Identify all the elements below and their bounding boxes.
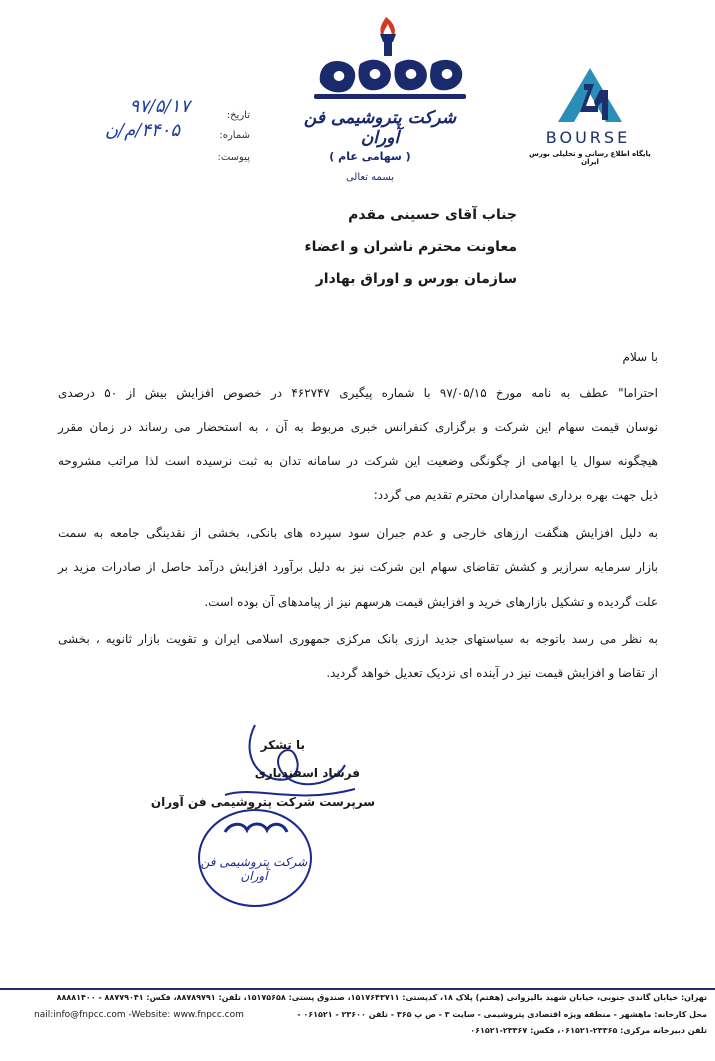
company-logo — [300, 12, 480, 112]
greeting: با سلام — [622, 350, 658, 364]
bourse-triangle-icon — [558, 68, 622, 122]
body-line: هیچگونه سوال یا ابهامی از چگونگی وضعیت این شرکت در سامانه تدان به ثبت نرسیده است لذا مراتب مشروحه — [58, 454, 658, 468]
footer-address: تهران: خیابان گاندی جنوبی، خیابان شهید بالیزوانی (هفتم) پلاک ۱۸، کدپستی: ۱۵۱۷۶۴۳۷۱۱، صندوق پستی: ۱۵۱۷۵۶۵۸، تلفن: ۸۸۷۸۹۷۹۱، فکس: ۸۸۷۷۹۰۴۱ - ۸۸۸۸۱۴۰۰ — [56, 993, 707, 1002]
recipient-title: معاونت محترم ناشران و اعضاء — [304, 239, 517, 255]
logo-wordmark-shape — [314, 60, 466, 99]
footer-contact[interactable]: nail:info@fnpcc.com -Website: www.fnpcc.com — [34, 1010, 244, 1020]
body-line: از تقاضا و افزایش قیمت نیز در آینده ای نزدیک تعدیل خواهد گردید. — [326, 666, 658, 680]
flame-icon — [380, 17, 396, 56]
body-line: بازار سرمایه سرازیر و کشش تقاضای سهام این شرکت نیز به دلیل برآورد افزایش درآمد حاصل از صادرات مزید بر — [58, 560, 658, 574]
footer-factory: محل کارخانه: ماهشهر - منطقه ویژه اقتصادی پتروشیمی - سایت ۳ - ص پ ۳۶۵ - تلفن ۲۳۶۰۰ - ۰۶۱۵۲۱ - — [297, 1010, 707, 1019]
body-line: احتراما" عطف به نامه مورخ ۹۷/۰۵/۱۵ با شماره پیگیری ۴۶۲۷۴۷ در خصوص افزایش بیش از ۵۰ درصدی — [58, 386, 658, 400]
attachment-label: پیوست: — [217, 152, 250, 163]
company-type: ( سهامی عام ) — [329, 150, 411, 163]
stamp-text: شرکت پتروشیمی فن آوران — [200, 855, 308, 883]
basmala: بسمه تعالی — [345, 172, 395, 183]
body-line: علت گردیده و تشکیل بازارهای خرید و افزایش قیمت هرسهم نیز از پیامدهای آن بوده است. — [204, 595, 658, 609]
signatory-name: فرشاد اسفندیاری — [254, 766, 360, 780]
number-label: شماره: — [219, 130, 250, 141]
footer-divider — [0, 988, 715, 990]
body-line: به دلیل افزایش هنگفت ارزهای خارجی و عدم جبران سود سپرده های بانکی، بخشی از نقدینگی جامعه به سمت — [58, 526, 658, 540]
date-value: ۹۷/۵/۱۷ — [129, 96, 190, 117]
bourse-caption: پایگاه اطلاع رسانی و تحلیلی بورس ایران — [529, 150, 651, 166]
recipient-organization: سازمان بورس و اوراق بهادار — [315, 271, 517, 287]
body-line: به نظر می رسد باتوجه به سیاستهای جدید ارزی بانک مرکزی جمهوری اسلامی ایران و تقویت بازار ثانویه ، بخشی — [58, 632, 658, 646]
date-label: تاریخ: — [226, 110, 250, 121]
bourse-wordmark: BOURSE — [545, 128, 631, 147]
recipient-name: جناب آقای حسینی مقدم — [348, 207, 517, 223]
signature-closing: با تشکر — [260, 738, 305, 752]
footer-secretariat: تلفن دبیرخانه مرکزی: ۲۳۳۶۵-۰۶۱۵۲۱، فکس: ۲۳۳۶۷-۰۶۱۵۲۱ — [470, 1026, 707, 1035]
signatory-title: سرپرست شرکت پتروشیمی فن آوران — [150, 795, 375, 809]
company-name: شرکت پتروشیمی فن آوران — [303, 108, 457, 148]
body-line: ذیل جهت بهره برداری سهامداران محترم تقدیم می گردد: — [373, 488, 658, 502]
number-value: ۴۴۰۵/م/ن — [104, 120, 180, 141]
body-line: نوسان قیمت سهام این شرکت و برگزاری کنفرانس خبری مربوط به آن ، به استحضار می رساند در زمان مقرر — [58, 420, 658, 434]
